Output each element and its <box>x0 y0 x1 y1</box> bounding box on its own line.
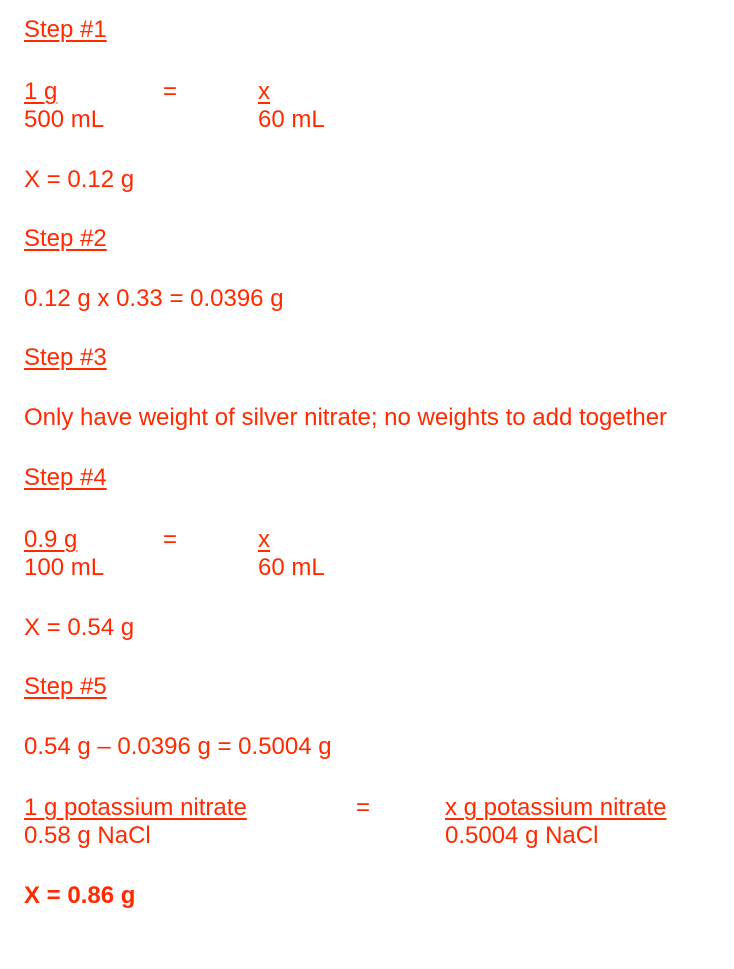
step-5-calculation: 0.54 g – 0.0396 g = 0.5004 g <box>24 733 332 760</box>
step-4-equals-sign: = <box>163 526 178 553</box>
step-5-equals-sign: = <box>356 794 371 821</box>
step-2-calculation: 0.12 g x 0.33 = 0.0396 g <box>24 285 284 312</box>
step-1-numerator-left: 1 g <box>24 78 58 105</box>
step-4-denominator-right: 60 mL <box>258 554 325 581</box>
step-5-heading: Step #5 <box>24 673 107 700</box>
step-1-heading: Step #1 <box>24 16 107 43</box>
step-1-equals-sign: = <box>163 78 178 105</box>
step-5-numerator-right: x g potassium nitrate <box>445 794 667 821</box>
step-1-denominator-left: 500 mL <box>24 106 105 133</box>
step-5-denominator-right: 0.5004 g NaCl <box>445 822 599 849</box>
final-answer: X = 0.86 g <box>24 882 136 909</box>
step-1-numerator-right: x <box>258 78 270 105</box>
step-1-result: X = 0.12 g <box>24 166 135 193</box>
step-4-denominator-left: 100 mL <box>24 554 105 581</box>
step-3-text: Only have weight of silver nitrate; no weights to add together <box>24 404 668 431</box>
step-5-denominator-left: 0.58 g NaCl <box>24 822 151 849</box>
step-5-numerator-left: 1 g potassium nitrate <box>24 794 247 821</box>
step-1-denominator-right: 60 mL <box>258 106 325 133</box>
step-4-heading: Step #4 <box>24 464 107 491</box>
step-3-heading: Step #3 <box>24 344 107 371</box>
step-4-numerator-left: 0.9 g <box>24 526 78 553</box>
step-4-numerator-right: x <box>258 526 270 553</box>
step-4-result: X = 0.54 g <box>24 614 135 641</box>
step-2-heading: Step #2 <box>24 225 107 252</box>
